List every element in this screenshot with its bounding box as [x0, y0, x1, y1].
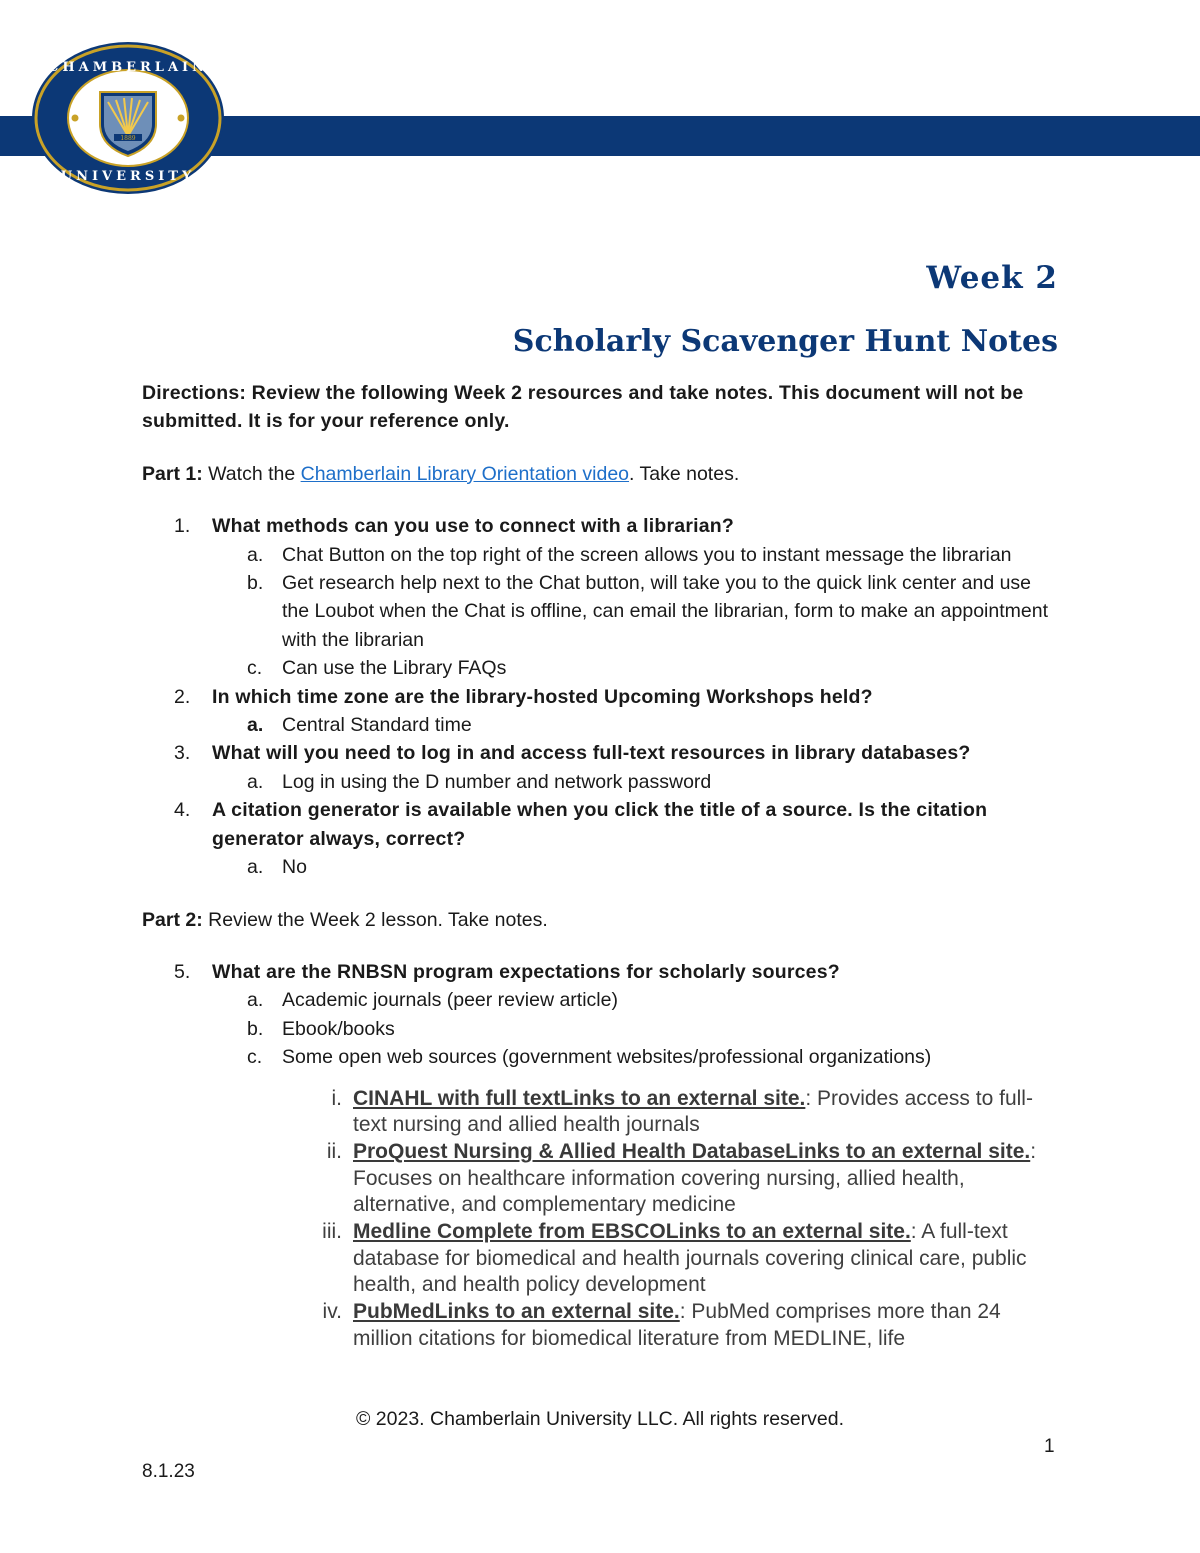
question-text: What will you need to log in and access full-text resources in library databases?	[212, 742, 971, 765]
question-text: A citation generator is available when you click the title of a source. Is the citation generator always, correct?	[212, 799, 988, 850]
question-number: 3.	[174, 742, 191, 765]
question-number: 1.	[174, 515, 191, 538]
answer-text: Ebook/books	[282, 1017, 395, 1040]
part1-text-after: . Take notes.	[629, 462, 740, 485]
seal-name-bottom: UNIVERSITY	[60, 169, 196, 184]
question-item	[142, 796, 1062, 881]
spacer	[142, 882, 1062, 906]
question-item	[142, 739, 1062, 796]
database-marker: iv.	[322, 1300, 342, 1324]
answer-text: Get research help next to the Chat button, will take you to the quick link center and use the Loubot when the Chat is offline, can email the librarian, form to make an appointment with the librarian	[282, 572, 1049, 651]
database-marker: iii.	[322, 1220, 342, 1244]
answer-list	[212, 986, 1062, 1071]
answer-text: No	[282, 856, 307, 879]
question-text: What methods can you use to connect with a librarian?	[212, 515, 734, 538]
answer-marker: b.	[247, 1017, 264, 1040]
copyright-footer	[0, 1408, 1200, 1431]
question-text: What are the RNBSN program expectations for scholarly sources?	[212, 960, 840, 983]
cinahl-link[interactable]: CINAHL with full textLinks to an external site.	[353, 1086, 806, 1110]
answer-item	[212, 853, 1062, 881]
answer-list	[212, 768, 1062, 796]
answer-text: Log in using the D number and network password	[282, 770, 712, 793]
answer-marker: c.	[247, 1046, 263, 1069]
part2-questions	[142, 958, 1062, 1072]
question-number: 4.	[174, 799, 191, 822]
database-marker: i.	[331, 1086, 342, 1110]
question-number: 2.	[174, 685, 191, 708]
version-date: 8.1.23	[142, 1461, 195, 1482]
answer-text: Academic journals (peer review article)	[282, 989, 618, 1012]
library-orientation-video-link[interactable]: Chamberlain Library Orientation video	[300, 462, 630, 485]
part1-line	[142, 460, 1062, 488]
part2-text: Review the Week 2 lesson. Take notes.	[202, 908, 548, 931]
answer-list	[212, 711, 1062, 739]
answer-list	[212, 541, 1062, 683]
database-item	[142, 1139, 1062, 1219]
proquest-link[interactable]: ProQuest Nursing & Allied Health DatabaseLinks to an external site.	[353, 1139, 1031, 1163]
part2-label: Part 2:	[142, 908, 203, 931]
part2-line	[142, 906, 1062, 934]
answer-item	[212, 1015, 1062, 1043]
copyright-text: © 2023. Chamberlain University LLC. All rights reserved.	[356, 1408, 844, 1430]
answer-item	[212, 768, 1062, 796]
database-item	[142, 1086, 1062, 1139]
database-item	[142, 1299, 1062, 1352]
part1-text-before: Watch the	[202, 462, 301, 485]
question-text: In which time zone are the library-hosted Upcoming Workshops held?	[212, 685, 873, 708]
part1-questions	[142, 512, 1062, 881]
database-description: : PubMed comprises more than 24 million citations for biomedical literature from MEDLINE, life	[353, 1300, 1001, 1350]
answer-item	[212, 986, 1062, 1014]
question-item	[142, 512, 1062, 682]
database-item	[142, 1219, 1062, 1299]
answer-text: Can use the Library FAQs	[282, 657, 507, 680]
answer-text: Central Standard time	[282, 714, 472, 737]
answer-item	[212, 541, 1062, 569]
week-title: Week 2	[926, 260, 1058, 296]
medline-link[interactable]: Medline Complete from EBSCOLinks to an external site.	[353, 1220, 911, 1244]
seal-shield-text: 1889	[120, 135, 136, 142]
university-seal-logo	[30, 40, 226, 196]
answer-item	[212, 1043, 1062, 1071]
database-marker: ii.	[326, 1139, 342, 1163]
question-item	[142, 683, 1062, 740]
document-body	[142, 379, 1062, 1353]
answer-marker: b.	[247, 572, 264, 595]
seal-name-top: CHAMBERLAIN	[48, 60, 208, 75]
answer-item	[212, 711, 1062, 739]
title-block	[513, 258, 1058, 362]
database-description: : Focuses on healthcare information covering nursing, allied health, alternative, and complementary medicine	[353, 1139, 1037, 1217]
answer-marker: a.	[247, 856, 264, 879]
database-description: : Provides access to full-text nursing and allied health journals	[353, 1086, 1033, 1137]
part1-label: Part 1:	[142, 462, 203, 485]
answer-marker: a.	[247, 770, 264, 793]
pubmed-link[interactable]: PubMedLinks to an external site.	[353, 1300, 680, 1324]
answer-text: Some open web sources (government websites/professional organizations)	[282, 1046, 932, 1069]
answer-list	[212, 853, 1062, 881]
answer-item	[212, 654, 1062, 682]
directions-text: Directions: Review the following Week 2 resources and take notes. This document will not be submitted. It is for your reference only.	[142, 382, 1024, 433]
answer-text: Chat Button on the top right of the screen allows you to instant message the librarian	[282, 543, 1012, 566]
answer-marker: a.	[247, 543, 264, 566]
database-description: : A full-text database for biomedical and health journals covering clinical care, public health, and health policy development	[353, 1220, 1027, 1297]
answer-marker: a.	[247, 989, 264, 1012]
answer-marker: a.	[247, 714, 264, 737]
question-item	[142, 958, 1062, 1072]
answer-item	[212, 569, 1062, 654]
page-number: 1	[1044, 1436, 1055, 1457]
question-number: 5.	[174, 960, 191, 983]
answer-marker: c.	[247, 657, 263, 680]
database-list	[142, 1086, 1062, 1353]
document-title: Scholarly Scavenger Hunt Notes	[512, 324, 1058, 359]
